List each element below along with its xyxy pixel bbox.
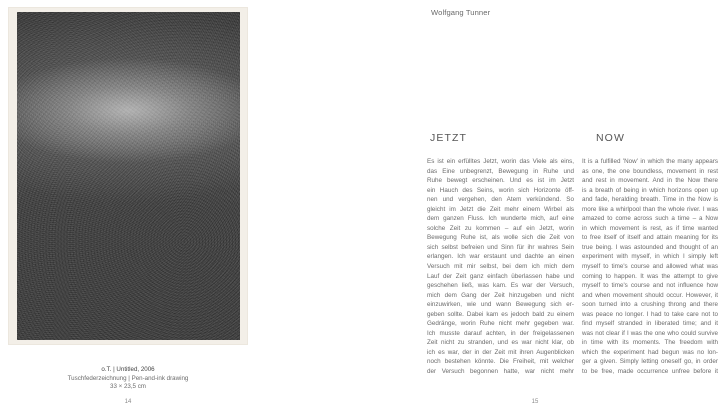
artwork-image bbox=[17, 12, 240, 340]
text-line: Ruhe bewegt erscheinen. Und es ist im Jetzt bbox=[427, 177, 574, 185]
text-line: true being. I was astounded and thought of an bbox=[582, 243, 718, 251]
text-line: geben sollte. Dabei kam es jedoch bald zu einem bbox=[427, 310, 574, 318]
text-line: myself to time's course and allowed what was bbox=[582, 263, 718, 271]
text-line: ger a given. Simply letting oneself go, in order bbox=[582, 358, 718, 366]
text-line: to be free, made occurrence unfree before it bbox=[582, 368, 718, 376]
text-line: das Eine unbegrenzt, Bewegung in Ruhe und bbox=[427, 167, 574, 175]
text-line: Gedränge, worin Ruhe nicht mehr gegeben war. bbox=[427, 320, 574, 328]
text-line: Lauf der Zeit ganz einfach überlassen habe und bbox=[427, 272, 574, 280]
text-line: nen und vergehen, den Atem verkündend. So bbox=[427, 196, 574, 204]
caption-title: o.T. | Untitled, 2006 bbox=[101, 366, 155, 373]
text-line: was not clear if I was the one who could survive bbox=[582, 329, 718, 337]
running-head-author: Wolfgang Tunner bbox=[431, 8, 491, 17]
text-line: was peace no longer. I had to take care not to bbox=[582, 310, 718, 318]
text-line: mich dem Gang der Zeit hinzugeben und nicht bbox=[427, 291, 574, 299]
heading-english: NOW bbox=[596, 132, 625, 144]
text-line: find myself stranded in liberated time; and it bbox=[582, 320, 718, 328]
text-line: myself to time's course and not influence how bbox=[582, 282, 718, 290]
text-line: as one, the one boundless, movement in rest bbox=[582, 167, 718, 175]
text-line: is a breath of being in which horizons open up bbox=[582, 186, 718, 194]
text-line: solche Zeit zu kommen – auf ein Jetzt, worin bbox=[427, 224, 574, 232]
text-line: noch bestehen könnte. Die Freiheit, mit welcher bbox=[427, 358, 574, 366]
text-line: and fade, heralding breath. Time in the Now is bbox=[582, 196, 718, 204]
text-line: coming to happen. It was the attempt to give bbox=[582, 272, 718, 280]
text-line: der Versuch begonnen hatte, war nicht mehr bbox=[427, 368, 574, 376]
text-line: soon turned into a crushing throng and there bbox=[582, 301, 718, 309]
english-text-column bbox=[582, 157, 718, 377]
text-line: It is a fulfilled 'Now' in which the many appears bbox=[582, 158, 718, 165]
right-page bbox=[360, 0, 720, 412]
text-line: gleicht im Jetzt die Zeit mehr einem Wirbel als bbox=[427, 205, 574, 213]
heading-german: JETZT bbox=[430, 132, 467, 144]
text-line: dem ganzen Fluss. Ich wunderte mich, auf eine bbox=[427, 215, 574, 223]
text-line: experiment with myself, in which I simply left bbox=[582, 253, 718, 261]
text-line: ich es war, der in der Zeit mit ihren Augenblicken bbox=[427, 348, 574, 356]
text-line: Ich musste darauf achten, in der freigelassenen bbox=[427, 329, 574, 337]
artwork-caption bbox=[0, 366, 256, 392]
text-line: in time with its moments. The freedom with bbox=[582, 339, 718, 347]
text-line: Bewegung Ruhe ist, als wolle sich die Zeit von bbox=[427, 234, 574, 242]
text-line: einzuwirken, wie und wann Bewegung sich er- bbox=[427, 301, 574, 309]
text-line: erlangen. Ich war erstaunt und dachte an einen bbox=[427, 253, 574, 261]
caption-dimensions: 33 × 23,5 cm bbox=[110, 383, 146, 391]
page-number-right: 15 bbox=[531, 399, 539, 405]
text-line: and when movement should occur. However, it bbox=[582, 291, 718, 299]
text-line: sich selbst befreien und Sinn für ihr wahres Sein bbox=[427, 243, 574, 251]
text-line: to free itself of itself and attain meaning for its bbox=[582, 234, 718, 242]
text-line: and rest in movement. And in the Now there bbox=[582, 177, 718, 185]
text-line: Es ist ein erfülltes Jetzt, worin das Viele als eins, bbox=[427, 158, 574, 165]
caption-medium: Tuschfederzeichnung | Pen-and-ink drawing bbox=[67, 374, 189, 382]
text-line: in which movement is rest, as if time wanted bbox=[582, 224, 718, 232]
text-line: Versuch mit mir selbst, bei dem ich mich dem bbox=[427, 263, 574, 271]
text-line: which the experiment had begun was no lon- bbox=[582, 348, 718, 356]
page-number-left: 14 bbox=[124, 399, 132, 405]
text-line: more like a whirlpool than the whole river. I was bbox=[582, 205, 718, 213]
german-text-column bbox=[427, 157, 574, 377]
text-line: Zeit nicht zu stranden, und es war nicht klar, ob bbox=[427, 339, 574, 347]
text-line: ein Hauch des Seins, worin sich Horizonte öff- bbox=[427, 186, 574, 194]
text-line: geschehen ließ, was kam. Es war der Versuch, bbox=[427, 282, 574, 290]
text-line: amazed to come across such a time – a Now bbox=[582, 215, 718, 223]
artwork-mount bbox=[8, 7, 248, 345]
